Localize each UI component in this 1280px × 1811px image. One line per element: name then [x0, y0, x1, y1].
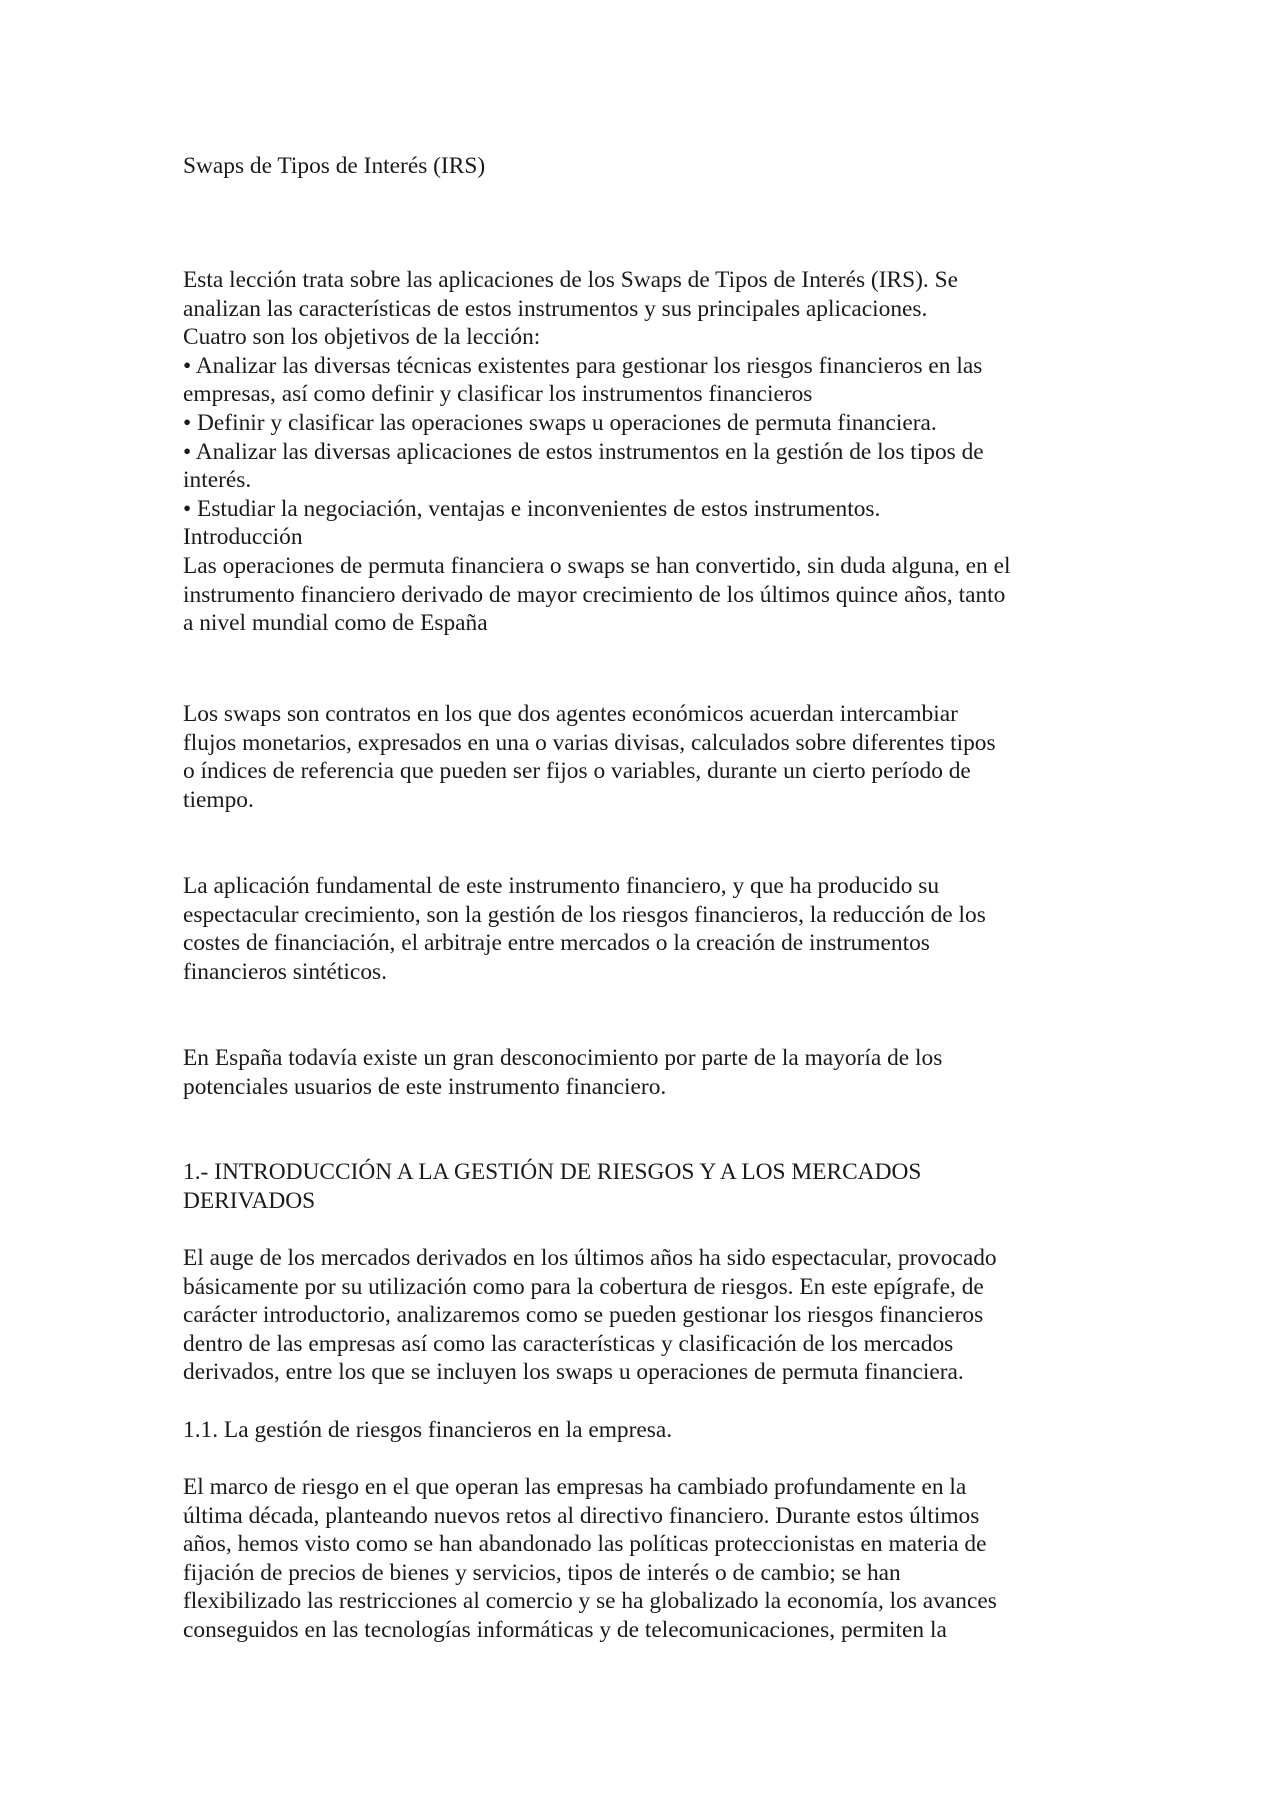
text-line: El marco de riesgo en el que operan las empresas ha cambiado profundamente en la	[183, 1474, 967, 1500]
text-line: dentro de las empresas así como las características y clasificación de los mercados	[183, 1330, 954, 1357]
text-line: En España todavía existe un gran desconocimiento por parte de la mayoría de los	[183, 1045, 943, 1071]
text-line: o índices de referencia que pueden ser fijos o variables, durante un cierto período de	[183, 758, 971, 785]
text-line: costes de financiación, el arbitraje entre mercados o la creación de instrumentos	[183, 930, 930, 957]
introduction-heading: Introducción	[183, 524, 303, 551]
text-line: empresas, así como definir y clasificar los instrumentos financieros	[183, 381, 813, 408]
text-line: derivados, entre los que se incluyen los swaps u operaciones de permuta financiera.	[183, 1359, 964, 1386]
text-line: carácter introductorio, analizaremos como se pueden gestionar los riesgos financieros	[183, 1302, 984, 1329]
text-line: tiempo.	[183, 786, 254, 813]
text-line: a nivel mundial como de España	[183, 610, 488, 637]
text-line: básicamente por su utilización como para la cobertura de riesgos. En este epígrafe, de	[183, 1273, 984, 1300]
paragraph-espana	[183, 1044, 1113, 1101]
document-title: Swaps de Tipos de Interés (IRS)	[183, 153, 486, 179]
text-line: fijación de precios de bienes y servicios, tipos de interés o de cambio; se han	[183, 1559, 901, 1586]
text-line: espectacular crecimiento, son la gestión de los riesgos financieros, la reducción de los	[183, 901, 986, 928]
heading-line: DERIVADOS	[183, 1187, 316, 1214]
subsection-1-1-heading: 1.1. La gestión de riesgos financieros en la empresa.	[183, 1417, 673, 1443]
paragraph-aplicacion	[183, 872, 1113, 986]
section-1-heading	[183, 1158, 1113, 1215]
text-line: flexibilizado las restricciones al comercio y se ha globalizado la economía, los avances	[183, 1588, 997, 1615]
paragraph-auge	[183, 1244, 1113, 1387]
text-line: potenciales usuarios de este instrumento financiero.	[183, 1073, 667, 1100]
intro-block	[183, 266, 1113, 638]
text-line: financieros sintéticos.	[183, 958, 387, 985]
text-line: analizan las características de estos instrumentos y sus principales aplicaciones.	[183, 295, 928, 322]
paragraph-marco	[183, 1473, 1113, 1645]
paragraph-swaps	[183, 700, 1113, 814]
bullet-line: • Definir y clasificar las operaciones swaps u operaciones de permuta financiera.	[183, 409, 937, 436]
bullet-line: • Analizar las diversas aplicaciones de estos instrumentos en la gestión de los tipos de	[183, 438, 984, 465]
text-line: flujos monetarios, expresados en una o varias divisas, calculados sobre diferentes tipos	[183, 729, 996, 756]
text-line: Los swaps son contratos en los que dos agentes económicos acuerdan intercambiar	[183, 701, 958, 727]
text-line: conseguidos en las tecnologías informáticas y de telecomunicaciones, permiten la	[183, 1616, 947, 1643]
text-line: interés.	[183, 467, 252, 494]
text-line: instrumento financiero derivado de mayor crecimiento de los últimos quince años, tanto	[183, 581, 1006, 608]
bullet-line: • Estudiar la negociación, ventajas e inconvenientes de estos instrumentos.	[183, 495, 881, 522]
text-line: Cuatro son los objetivos de la lección:	[183, 324, 541, 351]
text-line: El auge de los mercados derivados en los últimos años ha sido espectacular, provocado	[183, 1245, 997, 1271]
text-line: Esta lección trata sobre las aplicaciones de los Swaps de Tipos de Interés (IRS). Se	[183, 267, 958, 293]
text-line: Las operaciones de permuta financiera o swaps se han convertido, sin duda alguna, en el	[183, 552, 1011, 579]
bullet-line: • Analizar las diversas técnicas existentes para gestionar los riesgos financieros en las	[183, 352, 983, 379]
heading-line: 1.- INTRODUCCIÓN A LA GESTIÓN DE RIESGOS Y A LOS MERCADOS	[183, 1159, 922, 1185]
text-line: años, hemos visto como se han abandonado las políticas proteccionistas en materia de	[183, 1531, 987, 1558]
text-line: última década, planteando nuevos retos al directivo financiero. Durante estos últimos	[183, 1502, 980, 1529]
text-line: La aplicación fundamental de este instrumento financiero, y que ha producido su	[183, 873, 940, 899]
